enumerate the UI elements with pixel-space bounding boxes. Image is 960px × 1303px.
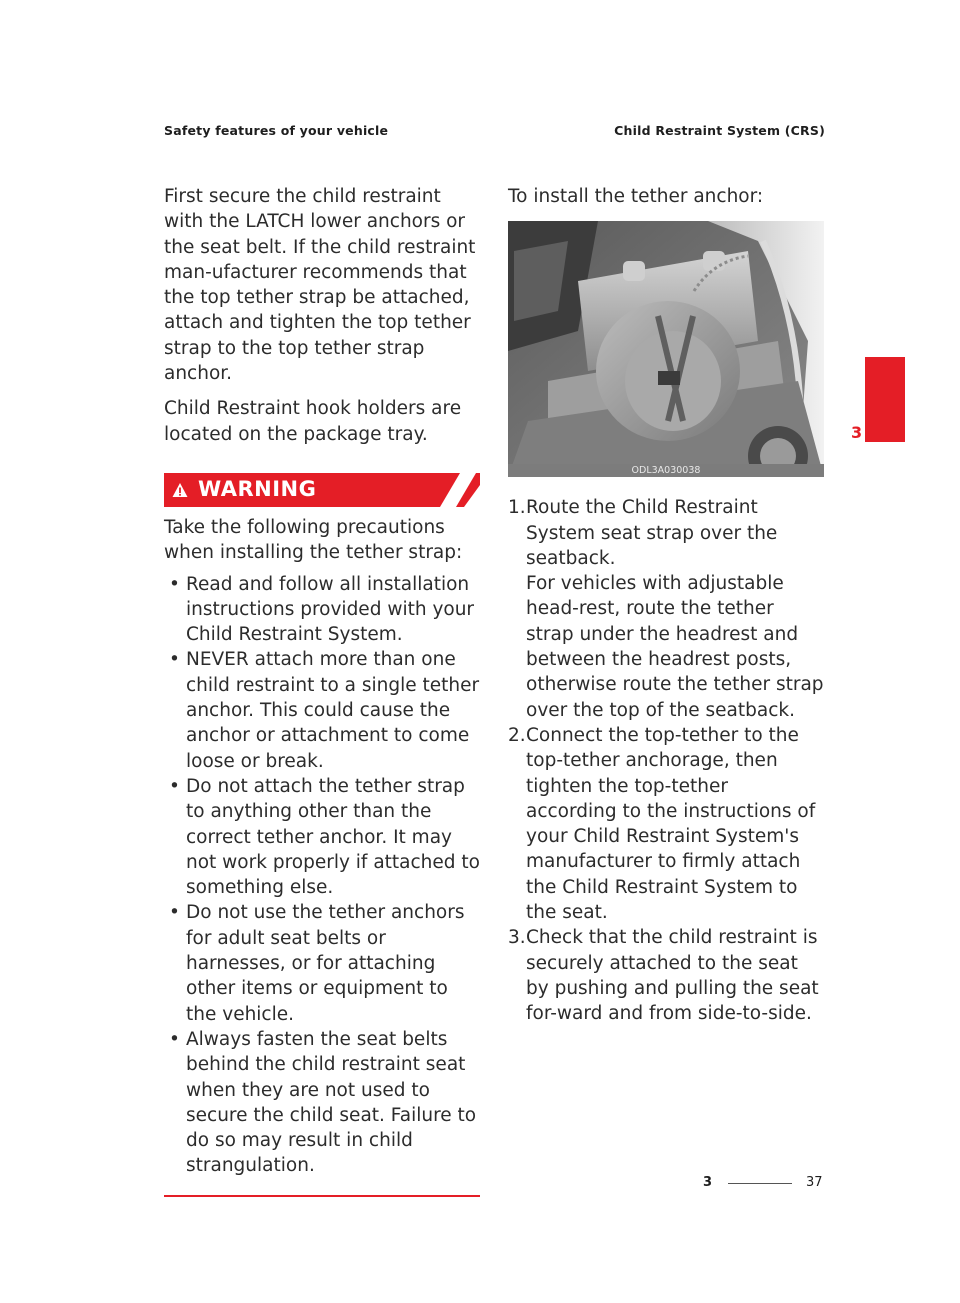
warning-triangle-icon bbox=[172, 482, 188, 498]
footer-page-number: 37 bbox=[806, 1175, 823, 1190]
rear-seat-child-seat-photo bbox=[508, 221, 824, 477]
left-column bbox=[164, 184, 480, 1197]
list-item: • NEVER attach more than one child restraint to a single tether anchor. This could cause the anchor or attachment to come loose or break. bbox=[169, 649, 480, 772]
body-paragraph: First secure the child restraint with the LATCH lower anchors or the seat belt. If the child restraint man-ufacturer recommends that the top tether strap be attached, attach and tighten the top tether strap to the top tether strap anchor. bbox=[164, 186, 476, 385]
warning-label: WARNING bbox=[198, 476, 317, 501]
list-item: • Do not attach the tether strap to anything other than the correct tether anchor. It may not work properly if attached to something else. bbox=[169, 775, 480, 899]
footer-divider bbox=[728, 1183, 792, 1184]
image-code: ODL3A030038 bbox=[631, 465, 701, 477]
chapter-tab bbox=[865, 357, 905, 442]
warning-intro: Take the following precautions when installing the tether strap: bbox=[164, 516, 463, 564]
step-item: 2. Connect the top-tether to the top-tether anchorage, then tighten the top-tether according to the instructions of your Child Restraint System's manufacturer to firmly attach the Child Restraint System to the seat. bbox=[508, 724, 816, 924]
running-header-right: Child Restraint System (CRS) bbox=[614, 123, 825, 138]
running-header-left: Safety features of your vehicle bbox=[164, 123, 389, 138]
list-item: • Read and follow all installation instructions provided with your Child Restraint System. bbox=[169, 573, 475, 646]
body-paragraph: Child Restraint hook holders are located on the package tray. bbox=[164, 398, 462, 445]
install-steps bbox=[508, 495, 824, 1026]
footer-section-number: 3 bbox=[703, 1175, 713, 1190]
right-column bbox=[508, 184, 824, 1027]
warning-banner bbox=[164, 473, 480, 507]
install-intro: To install the tether anchor: bbox=[508, 186, 764, 207]
car-interior-illustration bbox=[508, 221, 824, 477]
step-item: 1. Route the Child Restraint System seat strap over the seatback. For vehicles with adjustable head-rest, route the tether strap under the headrest and between the headrest posts, otherwise route the tether strap over the top of the seatback. bbox=[508, 497, 824, 721]
step-item: 3. Check that the child restraint is securely attached to the seat by pushing and pulling the seat for-ward and from side-to-side. bbox=[508, 927, 819, 1025]
list-item: • Always fasten the seat belts behind the child restraint seat when they are not used to secure the child seat. Failure to do so may result in child strangulation. bbox=[169, 1028, 477, 1177]
chapter-tab-number: 3 bbox=[851, 423, 863, 442]
warning-end-rule bbox=[164, 1195, 480, 1197]
warning-list bbox=[164, 572, 480, 1179]
list-item: • Do not use the tether anchors for adult seat belts or harnesses, or for attaching other items or equipment to the vehicle. bbox=[169, 902, 465, 1025]
warning-slashes-decoration bbox=[420, 473, 480, 507]
